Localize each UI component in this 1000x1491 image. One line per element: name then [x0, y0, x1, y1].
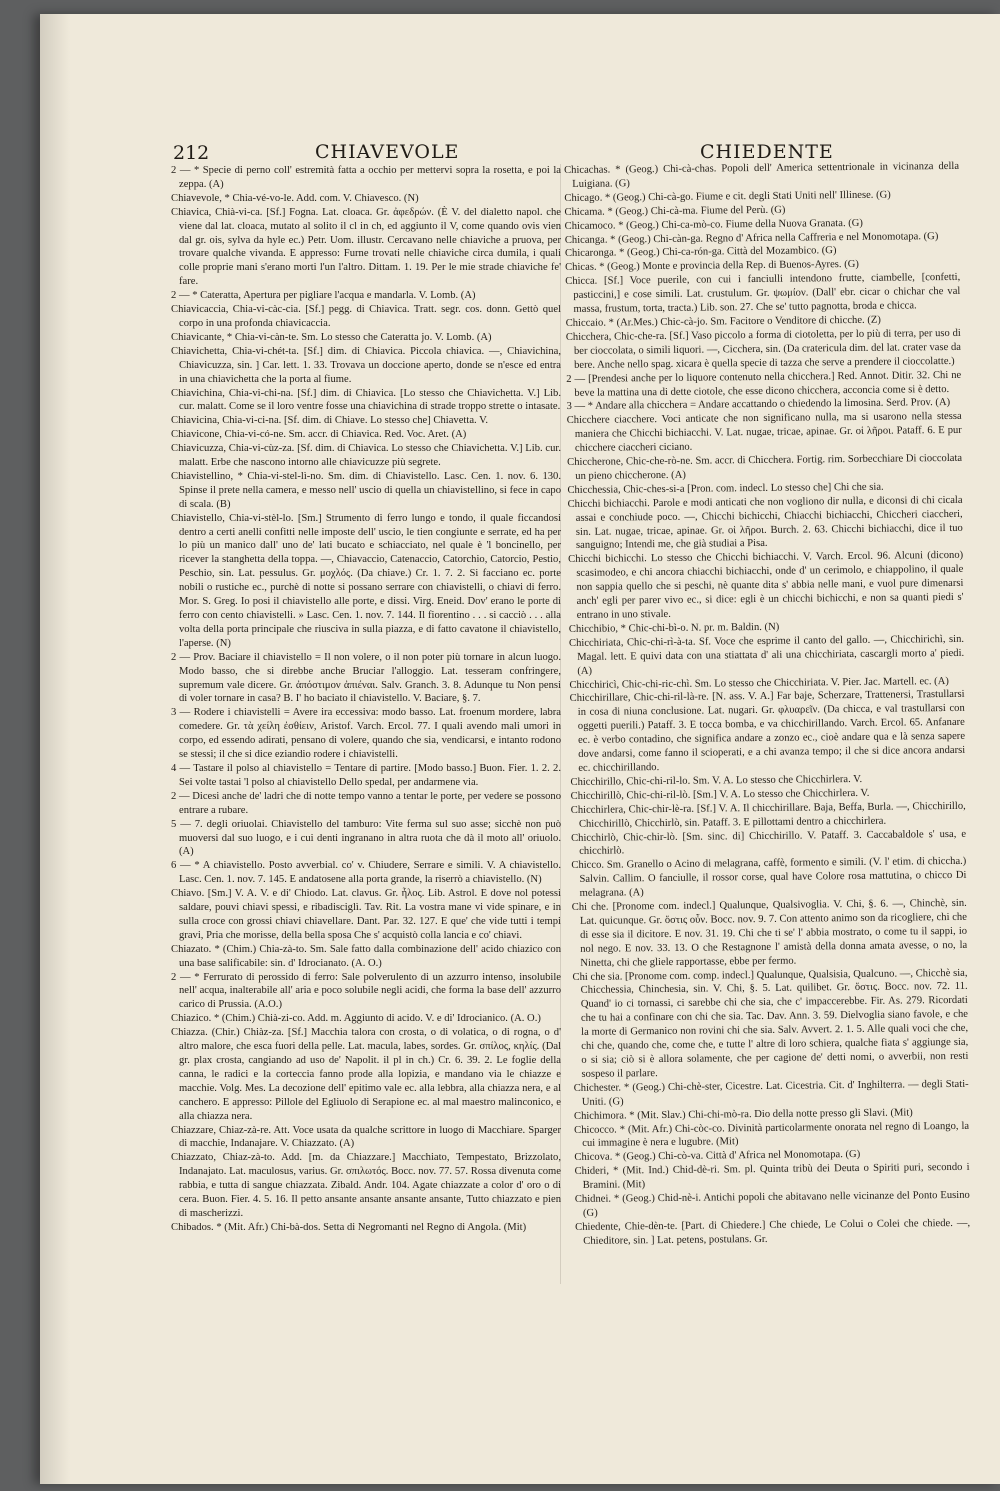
running-headword-right: CHIEDENTE	[700, 141, 834, 163]
dictionary-entry: Chiavicina, Chia-vi-ci-na. [Sf. dim. di Chiave. Lo stesso che] Chiavetta. V.	[171, 415, 489, 427]
dictionary-entry: Chiazza. (Chir.) Chiàz-za. [Sf.] Macchia talora con crosta, o di volatica, o di rogna, o d' altro malore, che esca fuori della pelle. Lat. macula, labes, sordes. Gr. σπίλος, κηλίς. (Dal gr. plax crosta, cangiando ad uso de' Napolit. il pl in ch.) Cr. 6. 39. 2. Le foglie della canna, le radici e la corteccia fanno prode alla lopizia, e mandano via le chiazze e macchie. Volg. Mes. La decozione dell' epitimo vale ec. alla lebbra, alla chiazza nera, e al canchero. E appresso: Pillole del Egliuolo di Serapione ec. al mal maestro malinconico, e alla chiazza nera.	[171, 1027, 561, 1122]
dictionary-entry: 2 — [Prendesi anche per lo liquore contenuto nella chicchera.] Red. Annot. Ditir. 32. Chi ne beve la mattina una di dette ciotole, che esse dicono chicchera, acconcia come si è detto.	[566, 369, 962, 399]
dictionary-entry: Chicamoco. * (Geog.) Chi-ca-mò-co. Fiume della Nuova Granata. (G)	[564, 217, 863, 232]
dictionary-entry: Chiavo. [Sm.] V. A. V. e di' Chiodo. Lat. clavus. Gr. ἧλος. Lib. Astrol. E dove nol potessi saldare, pouvi chiavi spessi, e ribadisciglì. Tav. Rit. La vostra mane vi vide spinare, e in sulla croce con grossi chiavi chiavellare. Dant. Par. 32. 127. E que' che vide tutti i tempi gravi, Pria che morisse, della bella sposa Che s' acquistò colla lancia e co' chiavi.	[171, 888, 561, 941]
dictionary-entry: Chicchiriata, Chic-chi-rì-à-ta. Sf. Voce che esprime il canto del gallo. —, Chicchirichì, sin. Magal. lett. E quivi data con una stiattata d' ali una chicchiriata, cascargli morto a' piedi. (A)	[568, 633, 965, 677]
dictionary-entry: 2 — Prov. Baciare il chiavistello = Il non volere, o il non poter più tornare in alcun luogo. Modo basso, che si direbbe anche Bruciar l'alloggio. Lat. tesseram confringere, supremum vale dicere. Gr. ἀπόστιμον ἀπιέναι. Salv. Granch. 3. 8. Adunque tu Non pensi di voler tornare in casa? B. I' ho baciato il chiavistello. V. Baciare, §. 7.	[171, 651, 561, 705]
dictionary-entry: Chicama. * (Geog.) Chi-cà-ma. Fiume del Perù. (G)	[564, 204, 786, 218]
dictionary-entry: Chiavicuzza, Chia-vi-cùz-za. [Sf. dim. di Chiavica. Lo stesso che Chiavichetta. V.] Lib. cur. malatt. Erbe che nascono intorno alle chiavicuzze più segrete.	[171, 443, 561, 469]
dictionary-entry: Chibados. * (Mit. Afr.) Chi-bà-dos. Setta di Negromanti nel Regno di Angola. (Mit)	[171, 1221, 527, 1233]
dictionary-entry: Chiazzato, Chiaz-zà-to. Add. [m. da Chiazzare.] Macchiato, Tempestato, Brizzolato, Indanajato. Lat. maculosus, varius. Gr. σπιλωτός. Bocc. nov. 77. 57. Rossa divenuta come rabbia, e tutta di sangue chiazzata. Zibald. Andr. 104. Agate chiazzate a color d' oro o di cera. Buon. Fier. 4. 5. 16. Il petto ansante ansante ansante ansante, Tutto chiazzato e pien di mascherizzi.	[171, 1152, 561, 1219]
dictionary-entry: Chicchibio, * Chic-chi-bì-o. N. pr. m. Baldin. (N)	[568, 621, 780, 635]
dictionary-entry: Chichester. * (Geog.) Chi-chè-ster, Cicestre. Lat. Cicestria. Cit. d' Inghilterra. — degli Stati-Uniti. (G)	[573, 1078, 969, 1108]
left-column	[171, 164, 561, 1289]
dictionary-entry: Chicchi bichiacchi. Parole e modi anticati che non vogliono dir nulla, e diconsi di chi cicala assai e conchiude poco. —, Chicchi bichicchi, Chiacchi bichiacchi, Chiccheri ciaccheri, sin. Lat. nugae, tricae, apinae. Gr. οἱ λῆροι. Burch. 2. 63. Chicchi bichiacchi, dice il tuo sanguigno; Intendi me, che già studiai a Pisa.	[567, 494, 963, 552]
dictionary-page	[40, 14, 1000, 1484]
dictionary-entry: Chicago. * (Geog.) Chi-cà-go. Fiume e cit. degli Stati Uniti nell' Illinese. (G)	[564, 189, 891, 204]
dictionary-entry: Chiavicone, Chia-vi-có-ne. Sm. accr. di Chiavica. Red. Voc. Aret. (A)	[171, 429, 467, 441]
dictionary-entry: Chiavicaccia, Chia-vi-càc-cia. [Sf.] pegg. di Chiavica. Tratt. segr. cos. donn. Gettò quel corpo in una profonda chiavicaccia.	[171, 304, 561, 329]
dictionary-entry: Chicas. * (Geog.) Monte e provincia della Rep. di Buenos-Ayres. (G)	[565, 259, 859, 274]
dictionary-entry: Chiavistello, Chia-vi-stèl-lo. [Sm.] Strumento di ferro lungo e tondo, il quale ficcandosi dentro a certi anelli confitti nelle imposte dell' uscio, le tien congiunte e serrate, ed ha per lo più un manico dall' uno de' lati bucato e schiacciato, nel quale è 'l boncinello, per ricever la stanghetta della toppa. —, Chiavaccio, Catenaccio, Catorchio, Catorcio, Pestio, Peschio, sin. Lat. pessulus. Gr. μοχλός. (Da chiave.) Cr. 1. 7. 2. Si facciano ec. porte nobili o rustiche ec., purchè di notte si possano serrare con chiavistelli, o chiavi di ferro. Mor. S. Greg. Io posi il chiavistello alle porte, e dissi. Virg. Eneid. Dov' erano le porte di ferro con cento chiavistelli. » Lasc. Cen. 1. nov. 7. 144. Il fiorentino . . . si cacciò . . . alla volta della porta principale che riusciva in sulla piazza, e di fatto cavatone il chiavistello, l'aperse. (N)	[171, 512, 561, 649]
dictionary-entry: Chicchessia, Chic-ches-si-a [Pron. com. indecl. Lo stesso che] Chi che sia.	[567, 481, 884, 496]
dictionary-entry: 6 — * A chiavistello. Posto avverbial. co' v. Chiudere, Serrare e simili. V. A chiavistello. Lasc. Cen. 1. nov. 7. 145. E andatosene alla porta grande, la riserrò a chiavistello. (N)	[171, 860, 561, 886]
dictionary-entry: 5 — 7. degli oriuolai. Chiavistello del tamburo: Vite ferma sul suo asse; sicchè non può muoversi dal suo luogo, e i cui denti ingranano in altra ruota che dà il moto all' oriuolo. (A)	[171, 818, 561, 858]
dictionary-entry: Chicaronga. * (Geog.) Chi-ca-rón-ga. Città del Mozambico. (G)	[564, 245, 837, 260]
dictionary-entry: Chidnei. * (Geog.) Chid-nè-i. Antichi popoli che abitavano nelle vicinanze del Ponto Eusino (G)	[574, 1189, 970, 1219]
dictionary-entry: Chicachas. * (Geog.) Chi-cà-chas. Popoli dell' America settentrionale in vicinanza della Luigiana. (G)	[564, 160, 960, 190]
dictionary-entry: 2 — Dicesi anche de' ladri che di notte tempo vanno a tentar le porte, per vedere se possono entrare a rubare.	[171, 790, 561, 816]
dictionary-entry: Chicchirillare, Chic-chi-ril-là-re. [N. ass. V. A.] Far baje, Scherzare, Trattenersi, Trastullarsi in cosa di niuna conclusione. Lat. nugari. Gr. φλυαρεῖν. (Da chicca, e val trastullarsi con oggetti puerili.) Pataff. 3. E tocca bomba, e va chicchirillando. Varch. Ercol. 65. Anfanare ec. è verbo contadino, che significa andare a zonzo ec., cioè andare qua e là senza sapere dove andarsi, come fanno il scioperati, e a chi avanza tempo; il che si dice ancora andarsi ec. chicchirillando.	[569, 689, 966, 774]
dictionary-entry: Chicchi bichicchi. Lo stesso che Chicchi bichiacchi. V. Varch. Ercol. 96. Alcuni (dicono) scasimodeo, e chi ancora chiacchi bichiacchi, onde d' un cerimolo, e chiappolino, il quale non sappia quello che si peschi, nè quante dita s' abbia nelle mani, e vuol pure dimenarsi anch' egli per parer vivo ec., si dice: egli è un chicchi bichicchi, e non sa quanti piedi s' entrano in uno stivale.	[568, 550, 964, 621]
dictionary-entry: Chiedente, Chie-dèn-te. [Part. di Chiedere.] Che chiede, Le Colui o Colei che chiede. —, Chieditore, sin. ] Lat. petens, postulans. Gr.	[575, 1217, 971, 1247]
dictionary-entry: Chiazato. * (Chim.) Chia-zà-to. Sm. Sale fatto dalla combinazione dell' acido chiazico con una base salificabile: sin. d' Idrocianato. (A. O.)	[171, 943, 561, 969]
dictionary-entry: 2 — * Specie di perno coll' estremità fatta a occhio per mettervi sopra la rosetta, e poi la zeppa. (A)	[171, 165, 561, 190]
dictionary-entry: Chicco. Sm. Granello o Acino di melagrana, caffè, formento e simili. (V. l' etim. di chiccha.) Salvin. Callim. O fanciulle, il rossor corse, qual have Colore rosa mattutina, o chicco Di melagrana. (A)	[571, 856, 967, 900]
dictionary-entry: Chicchiricì, Chic-chi-ric-chì. Sm. Lo stesso che Chicchiriata. V. Pier. Jac. Martell. ec. (A)	[569, 675, 949, 691]
dictionary-entry: Chiccherone, Chic-che-rò-ne. Sm. accr. di Chicchera. Fortig. rim. Sorbecchiare Di cioccolata un pieno chiccherone. (A)	[567, 452, 963, 482]
dictionary-entry: 2 — * Ferrurato di perossido di ferro: Sale polverulento di un azzurro intenso, insolubile nell' acqua, inalterabile all' aria e poco solubile negli acidi, che forma la base dell' azzurro carico di Prussia. (A.O.)	[171, 971, 561, 1011]
dictionary-entry: Chiavichina, Chia-vi-chi-na. [Sf.] dim. di Chiavica. [Lo stesso che Chiavichetta. V.] Lib. cur. malatt. Come se il loro ventre fosse una chiavichina di strade troppo strette o intasate.	[171, 387, 561, 413]
dictionary-entry: Chiavevole, * Chia-vé-vo-le. Add. com. V. Chiavesco. (N)	[171, 192, 419, 204]
dictionary-entry: Chicocco. * (Mit. Afr.) Chi-còc-co. Divinità particolarmente onorata nel regno di Loango, la cui immagine è nera e lugubre. (Mit)	[574, 1120, 970, 1150]
dictionary-entry: Chideri, * (Mit. Ind.) Chid-dè-ri. Sm. pl. Quinta tribù dei Deuta o Spiriti puri, secondo i Bramini. (Mit)	[574, 1162, 970, 1192]
dictionary-entry: Chicchirlera, Chic-chir-lè-ra. [Sf.] V. A. Il chicchirillare. Baja, Beffa, Burla. —, Chicchirillo, Chicchirillò, Chicchirlò, sin. Pataff. 3. E pillottami dentro a chicchirlera.	[570, 800, 966, 830]
dictionary-entry: Chicchere ciacchere. Voci anticate che non significano nulla, ma si usarono nella stessa maniera che Chicchi bichiacchi. V. Lat. nugae, tricae, apinae. Gr. οἱ λῆροι. Pataff. 6. E pur chicchere ciaccheri ciciano.	[566, 411, 962, 455]
dictionary-entry: Chicova. * (Geog.) Chi-cò-va. Città d' Africa nel Monomotapa. (G)	[574, 1149, 861, 1164]
dictionary-entry: 2 — * Cateratta, Apertura per pigliare l'acqua e mandarla. V. Lomb. (A)	[171, 290, 476, 302]
dictionary-entry: Chi che. [Pronome com. indecl.] Qualunque, Qualsivoglia. V. Chi, §. 6. —, Chinchè, sin. Lat. quicunque. Gr. ὅστις οὖν. Bocc. nov. 9. 7. Con attento animo son da ricogliere, chi che di esse sia il dicitore. E nov. 31. 19. Chi che ti se' l' abbia mostrato, o come tu il sappi, io nol nego. E nov. 33. 13. O che Restagnone l' amistà della donna amata avesse, o no, la Ninetta, chi che gliele rapportasse, ebbe per fermo.	[571, 897, 968, 969]
dictionary-entry: 4 — Tastare il polso al chiavistello = Tentare di partire. [Modo basso.] Buon. Fier. 1. 2. 2. Sei volte tastai 'l polso al chiavistello Dello spedal, per andarmene via.	[171, 762, 561, 788]
dictionary-entry: Chicchirlò, Chic-chir-lò. [Sm. sinc. di] Chicchirillo. V. Pataff. 3. Caccabaldole s' usa, e chicchirlò.	[571, 828, 967, 858]
dictionary-entry: 3 — Rodere i chiavistelli = Avere ira eccessiva: modo basso. Lat. froenum mordere, labra comedere. Gr. τὰ χείλη ἐσθίειν, Aristof. Varch. Ercol. 77. I quali avendo mali umori in corpo, ed essendo adirati, pensano di volere, quando che sia, vendicarsi, e intanto rodono se stessi; il che si dice eziandio rodere i chiavistelli.	[171, 707, 561, 761]
dictionary-entry: Chi che sia. [Pronome com. comp. indecl.] Qualunque, Qualsisia, Qualcuno. —, Chicchè sia, Chicchessia, Chinchesia, sin. V. Chi, §. 5. Lat. quilibet. Gr. ὅστις. Bocc. nov. 72. 11. Quand' io ci tornassi, ci sarebbe chi che sia, che c' impaccerebbe. Fir. As. 279. Ricordati che tu hai a confinare con chi che sia. Tac. Dav. Ann. 3. 59. Dielvoglia siano favole, e che la morte di Germanico non rovini chi che sia. Salv. Avvert. 2. 1. 5. Alle quali voci che che, chi che, quando che, come che, e tutte l' altre di loro schiera, qualche fiata s' aggiunge sia, o si sia; ciò si è allora solamente, che per cagione de' detti nomi, o avverbii, non resti sospeso il parlare.	[572, 967, 969, 1080]
dictionary-entry: Chicchirillo, Chic-chi-ril-lo. Sm. V. A. Lo stesso che Chicchirlera. V.	[570, 773, 863, 788]
dictionary-entry: 3 — * Andare alla chicchera = Andare accattando o chiedendo la limosina. Serd. Prov. (A)	[566, 397, 951, 413]
dictionary-entry: Chiavica, Chià-vi-ca. [Sf.] Fogna. Lat. cloaca. Gr. ἀφεδρών. (È V. del dialetto napol. che viene dal lat. cloaca, mutato al solito il cl in ch, ed aggiunto il V, come quando ovis vien dal gr. ois, sylva da hyle ec.) Petr. Uom. illustr. Cercavano nelle chiaviche a pruova, per trovare qualche vivanda. E appresso: Furne trovati nelle chiaviche circa dumila, i quali colle proprie mani s'erano morti l'un l'altro. Dittam. 1. 19. Per le mie strade chiaviche fe' fare.	[171, 206, 561, 288]
dictionary-entry: Chicchera, Chic-che-ra. [Sf.] Vaso piccolo a forma di ciotoletta, per lo più di terra, per uso di ber cioccolata, o simili liquori. —, Cicchera, sin. (Da cratericula dim. del lat. crater vase da bere. Anche nello spag. xicara è quella specie di tazza che serve a prendere il cioccolatte.)	[565, 327, 961, 371]
running-headword-left: CHIAVEVOLE	[315, 141, 460, 163]
dictionary-entry: Chiazico. * (Chim.) Chià-zi-co. Add. m. Aggiunto di acido. V. e di' Idrocianico. (A. O.)	[171, 1013, 541, 1025]
dictionary-entry: Chicanga. * (Geog.) Chi-càn-ga. Regno d' Africa nella Caffreria e nel Monomotapa. (G)	[564, 230, 939, 246]
right-column	[564, 160, 971, 1289]
dictionary-entry: Chicca. [Sf.] Voce puerile, con cui i fanciulli intendono frutte, ciambelle, [confetti, pasticcini,] e cose simili. Lat. crustulum. Gr. ψωμίον. (Dall' ebr. cicar o chichar che val massa, frustum, torta, tracta.) Lib. son. 27. Che se' tutto pagnotta, broda e chicca.	[565, 272, 961, 315]
dictionary-entry: Chicchirillò, Chic-chi-ril-lò. [Sm.] V. A. Lo stesso che Chicchirlera. V.	[570, 787, 870, 802]
dictionary-entry: Chiccaio. * (Ar.Mes.) Chic-cà-jo. Sm. Facitore o Venditore di chicche. (Z)	[565, 314, 881, 329]
dictionary-entry: Chiazzare, Chiaz-zà-re. Att. Voce usata da qualche scrittore in luogo di Macchiare. Sparger di macchie, Indanajare. V. Chiazzato. (A)	[171, 1124, 561, 1150]
page-number: 212	[173, 142, 210, 164]
dictionary-entry: Chiavicante, * Chia-vi-càn-te. Sm. Lo stesso che Cateratta jo. V. Lomb. (A)	[171, 331, 492, 343]
dictionary-entry: Chichimora. * (Mit. Slav.) Chi-chi-mò-ra. Dio della notte presso gli Slavi. (Mit)	[573, 1107, 913, 1122]
dictionary-entry: Chiavichetta, Chia-vi-chét-ta. [Sf.] dim. di Chiavica. Piccola chiavica. —, Chiavichina, Chiavicuzza, sin. ] Car. lett. 1. 33. Trovava un doccione aperto, donde se n'esce ed entra in una chiavichetta che la porta al fiume.	[171, 345, 561, 385]
dictionary-entry: Chiavistellino, * Chia-vi-stel-lì-no. Sm. dim. di Chiavistello. Lasc. Cen. 1. nov. 6. 130. Spinse il prete nella camera, e messo nell' uscio di quella un chiavistellino, si fece in capo di scala. (B)	[171, 470, 561, 510]
